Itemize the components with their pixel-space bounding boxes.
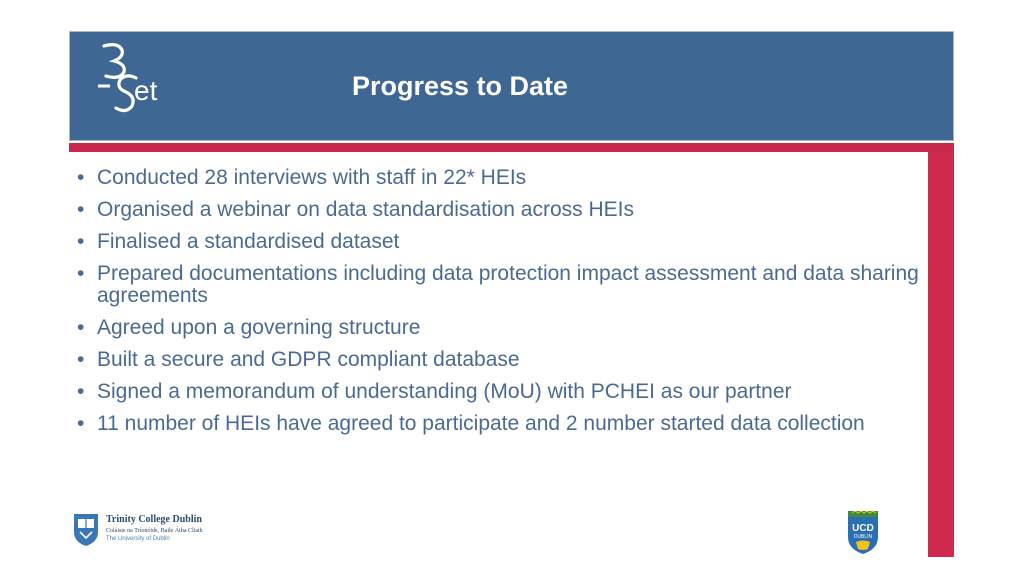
ucd-subtext: DUBLIN: [853, 534, 873, 540]
bullet-glyph: •: [77, 316, 85, 339]
list-item: [75, 231, 920, 253]
bullet-glyph: •: [77, 198, 85, 221]
list-item: [75, 349, 920, 371]
bullet-text: Organised a webinar on data standardisation across HEIs: [97, 198, 634, 221]
bullet-glyph: •: [77, 262, 85, 285]
bullet-glyph: •: [77, 166, 85, 189]
slide-title: Progress to Date: [352, 71, 569, 101]
svg-text:et: et: [134, 75, 158, 106]
bullet-glyph: •: [77, 412, 85, 435]
tcd-name: Trinity College Dublin: [106, 514, 202, 525]
right-accent-bar: [928, 152, 954, 557]
tcd-crest-icon: [72, 512, 100, 548]
bullet-list: [75, 167, 920, 445]
3set-logo: [96, 40, 196, 120]
bullet-text: Finalised a standardised dataset: [97, 230, 400, 253]
bullet-text: 11 number of HEIs have agreed to participate and 2 number started data collection: [97, 412, 865, 435]
list-item: [75, 413, 920, 435]
bullet-glyph: •: [77, 230, 85, 253]
ucd-crest-icon: [846, 509, 880, 555]
bullet-text: Conducted 28 interviews with staff in 22* HEIs: [97, 166, 527, 189]
bullet-glyph: •: [77, 348, 85, 371]
bullet-text: Agreed upon a governing structure: [97, 316, 421, 339]
list-item: [75, 381, 920, 403]
bullet-text: Prepared documentations including data protection impact assessment and data sharing agreements: [97, 262, 919, 307]
tcd-logo: [72, 512, 212, 552]
tcd-subtitle: The University of Dublin: [106, 536, 170, 542]
list-item: [75, 199, 920, 221]
ucd-text: UCD: [852, 523, 874, 534]
header-divider: [69, 143, 954, 152]
bullet-text: Built a secure and GDPR compliant database: [97, 348, 520, 371]
list-item: [75, 317, 920, 339]
list-item: [75, 167, 920, 189]
bullet-text: Signed a memorandum of understanding (MoU) with PCHEI as our partner: [97, 380, 792, 403]
tcd-irish-name: Coláiste na Tríonóide, Baile Átha Cliath: [106, 528, 203, 534]
bullet-glyph: •: [77, 380, 85, 403]
list-item: [75, 263, 920, 307]
